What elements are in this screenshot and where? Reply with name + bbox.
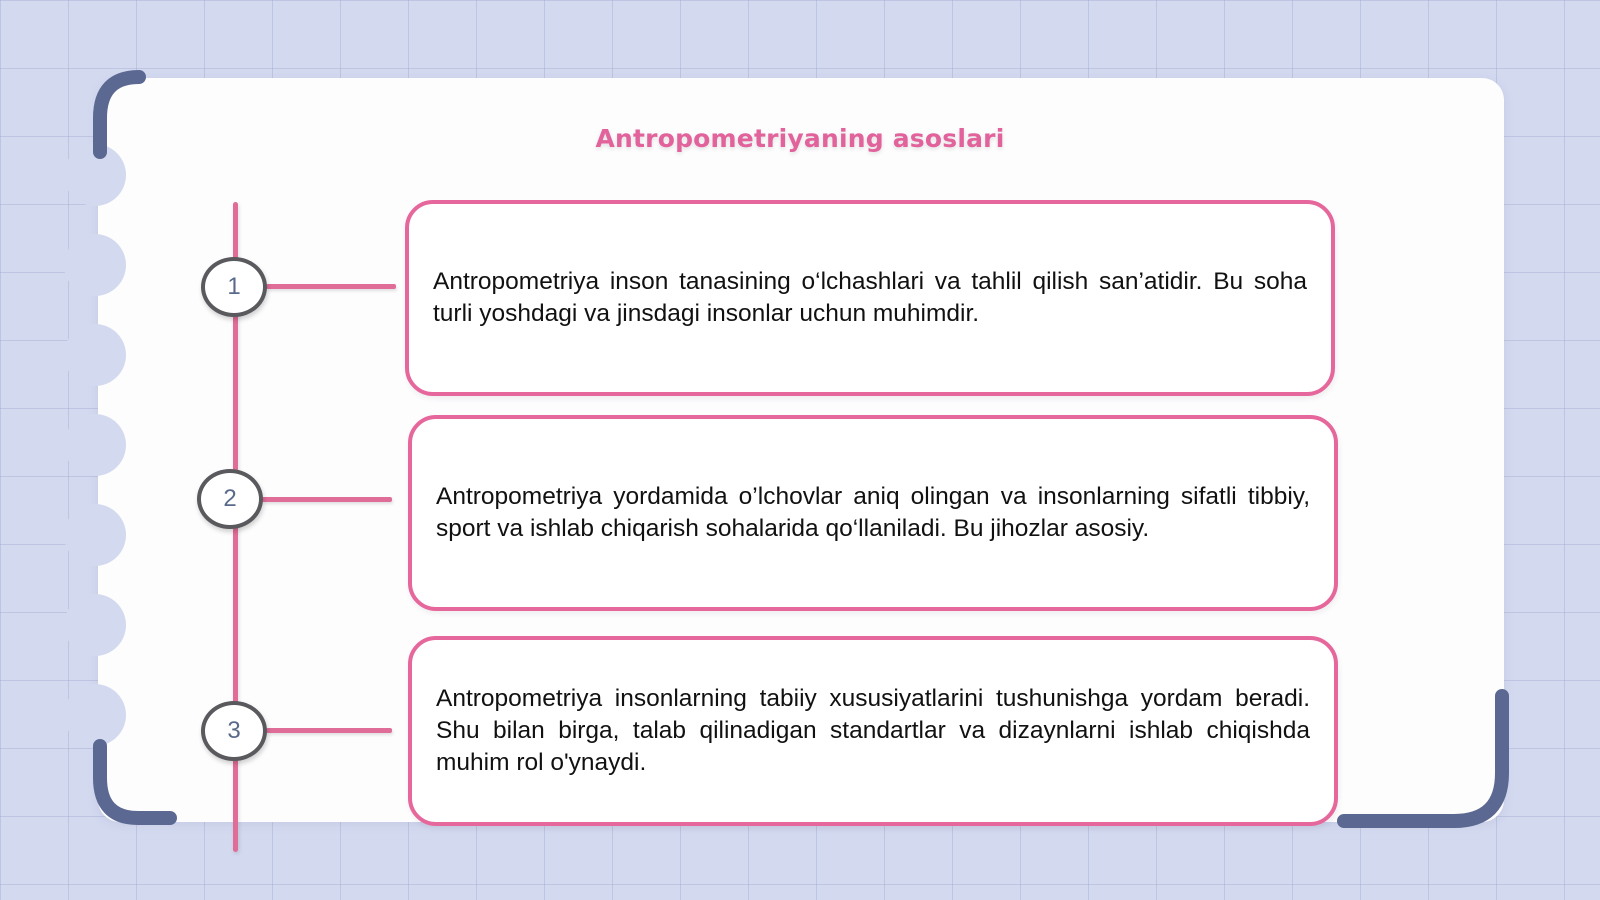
notebook-scallop	[64, 414, 126, 476]
step-connector	[266, 728, 392, 733]
step-connector	[266, 284, 396, 289]
step-connector	[262, 497, 392, 502]
info-card-1	[405, 200, 1335, 396]
info-card-text: Antropometriya insonlarning tabiiy xususiyatlarini tushunishga yordam beradi. Shu bilan birga, talab qilinadigan standartlar va dizaynlarni ishlab chiqishda muhim rol o'ynaydi.	[436, 685, 1310, 776]
info-card-text: Antropometriya inson tanasining o‘lchashlari va tahlil qilish san’atidir. Bu soha turli yoshdagi va jinsdagi insonlar uchun muhimdir.	[433, 268, 1307, 327]
step-number-1: 1	[201, 257, 267, 317]
step-number-3: 3	[201, 701, 267, 761]
notebook-scallop	[64, 234, 126, 296]
notebook-scallop	[64, 594, 126, 656]
notebook-scallop	[64, 324, 126, 386]
notebook-scallop	[64, 504, 126, 566]
info-card-2	[408, 415, 1338, 611]
step-number-2: 2	[197, 469, 263, 529]
info-card-text: Antropometriya yordamida o’lchovlar aniq olingan va insonlarning sifatli tibbiy, sport va ishlab chiqarish sohalarida qo‘llaniladi. Bu jihozlar asosiy.	[436, 483, 1310, 542]
info-card-3	[408, 636, 1338, 826]
corner-bracket-bottom-right	[1330, 685, 1520, 835]
corner-bracket-bottom-left	[84, 736, 184, 836]
slide-title: Antropometriyaning asoslari	[595, 124, 1005, 153]
